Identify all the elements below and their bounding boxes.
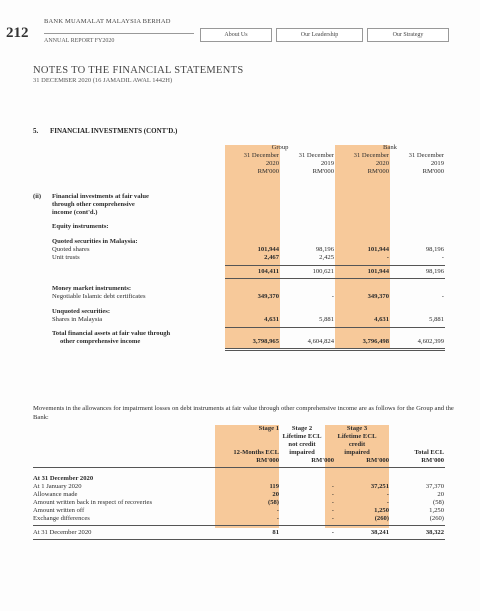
final-label: At 31 December 2020 [33, 529, 92, 536]
cell: 2,467 [264, 254, 279, 261]
cell: - [441, 254, 444, 261]
sub-number: (ii) [33, 193, 42, 200]
stage1-h2: 12-Months ECL [233, 449, 279, 456]
total-rule-top [225, 327, 445, 328]
cell: - [441, 293, 444, 300]
total-label-2: other comprehensive income [60, 338, 141, 345]
page-number: 212 [6, 25, 29, 41]
sub-title-1: Financial investments at fair value [52, 193, 149, 200]
col4-h1: 31 December [408, 152, 444, 159]
cell: - [331, 293, 334, 300]
notes-title: NOTES TO THE FINANCIAL STATEMENTS [33, 65, 244, 76]
total-label-1: Total financial assets at fair value through [52, 330, 171, 337]
sub-title-2: through other comprehensive [52, 201, 135, 208]
stage2-h: Stage 2 [291, 425, 313, 432]
row-label-quoted-shares: Quoted shares [52, 246, 90, 253]
col3-h1: 31 December [353, 152, 389, 159]
rm-h: RM'000 [421, 457, 444, 464]
group-label: Group [271, 144, 289, 151]
cell: - [276, 507, 279, 514]
movement-paragraph: Movements in the allowances for impairment losses on debt instruments at fair value through other comprehensive income are as follows for the Group and the Bank: [33, 405, 454, 421]
nav-about-us[interactable]: About Us [200, 28, 272, 42]
row-label: At 1 January 2020 [33, 483, 82, 490]
col2-h1: 31 December [298, 152, 334, 159]
cell: (58) [433, 499, 444, 506]
cell: 101,944 [257, 246, 279, 253]
quoted-label: Quoted securities in Malaysia: [52, 238, 138, 245]
cell: - [386, 491, 389, 498]
stage2-h: not credit [288, 441, 316, 448]
cell: - [276, 515, 279, 522]
cell: 98,196 [425, 268, 444, 275]
cell: 4,631 [264, 316, 279, 323]
notes-subtitle: 31 DECEMBER 2020 (16 JAMADIL AWAL 1442H) [33, 77, 173, 84]
section-number: 5. [33, 127, 39, 135]
cell: 1,250 [429, 507, 444, 514]
rm-h: RM'000 [256, 457, 279, 464]
section-title: FINANCIAL INVESTMENTS (CONT'D.) [50, 127, 178, 135]
cell: 104,411 [257, 268, 279, 275]
col4-h3: RM'000 [422, 168, 444, 175]
cell: 3,796,498 [362, 338, 389, 345]
table2-final-rule-top [33, 525, 445, 526]
nav-our-leadership[interactable]: Our Leadership [276, 28, 363, 42]
cell: 101,944 [367, 246, 389, 253]
cell: 20 [437, 491, 444, 498]
cell: 119 [269, 483, 279, 490]
cell: 4,604,824 [307, 338, 334, 345]
cell: 38,322 [425, 529, 444, 536]
cell: (260) [374, 515, 389, 522]
row-label-unit-trusts: Unit trusts [52, 254, 80, 261]
rm-h: RM'000 [366, 457, 389, 464]
nav-our-strategy[interactable]: Our Strategy [367, 28, 449, 42]
report-name: ANNUAL REPORT FY2020 [44, 38, 115, 44]
table2-final-rule-bottom [33, 539, 445, 540]
row-label: Exchange differences [33, 515, 90, 522]
total-rule-bottom-2 [225, 350, 445, 351]
stage2-h: impaired [289, 449, 315, 456]
cell: 38,241 [370, 529, 389, 536]
at-label: At 31 December 2020 [33, 475, 94, 482]
subtotal-rule-bottom [225, 278, 445, 279]
stage3-h: impaired [344, 449, 370, 456]
subtotal-rule-top [225, 265, 445, 266]
stage2-h: Lifetime ECL [282, 433, 322, 440]
cell: 349,370 [257, 293, 279, 300]
col1-h3: RM'000 [257, 168, 279, 175]
row-label: Amount written off [33, 507, 85, 514]
stage3-h: Stage 3 [346, 425, 368, 432]
cell: 4,631 [374, 316, 389, 323]
cell: 81 [272, 529, 279, 536]
cell: 1,250 [374, 507, 389, 514]
col4-h2: 2019 [430, 160, 444, 167]
cell: - [331, 507, 334, 514]
cell: - [331, 499, 334, 506]
cell: 98,196 [425, 246, 444, 253]
cell: 2,425 [319, 254, 334, 261]
stage3-h: Lifetime ECL [337, 433, 377, 440]
cell: - [386, 499, 389, 506]
cell: 37,370 [425, 483, 444, 490]
col2-h3: RM'000 [312, 168, 334, 175]
row-label-shares-malaysia: Shares in Malaysia [52, 316, 103, 323]
cell: 3,798,965 [252, 338, 279, 345]
row-label: Allowance made [33, 491, 78, 498]
col1-h1: 31 December [243, 152, 279, 159]
rm-h: RM'000 [311, 457, 334, 464]
row-label-nidc: Negotiable Islamic debt certificates [52, 293, 146, 300]
cell: 5,881 [319, 316, 334, 323]
cell: 5,881 [429, 316, 444, 323]
cell: 101,944 [367, 268, 389, 275]
total-rule-bottom-1 [225, 348, 445, 349]
col3-h2: 2020 [375, 160, 389, 167]
cell: - [331, 483, 334, 490]
bank-name: BANK MUAMALAT MALAYSIA BERHAD [44, 18, 171, 25]
cell: 349,370 [367, 293, 389, 300]
total-ecl-h: Total ECL [414, 449, 444, 456]
table2-head-rule [33, 467, 445, 468]
equity-label: Equity instruments: [52, 223, 109, 230]
row-label: Amount written back in respect of recoveries [33, 499, 153, 506]
stage1-h: Stage 1 [258, 425, 279, 432]
cell: (260) [429, 515, 444, 522]
cell: 4,602,399 [417, 338, 444, 345]
unquoted-label: Unquoted securities: [52, 308, 111, 315]
cell: - [331, 529, 334, 536]
cell: - [386, 254, 389, 261]
cell: - [331, 515, 334, 522]
sub-title-3: income (cont'd.) [52, 209, 98, 216]
cell: 37,251 [370, 483, 389, 490]
stage3-h: credit [348, 441, 366, 448]
cell: 20 [272, 491, 279, 498]
mm-label: Money market instruments: [52, 285, 132, 292]
col1-h2: 2020 [265, 160, 279, 167]
cell: 98,196 [315, 246, 334, 253]
header-rule [44, 33, 194, 34]
cell: 100,621 [312, 268, 334, 275]
cell: - [331, 491, 334, 498]
col3-h3: RM'000 [367, 168, 389, 175]
cell: (58) [268, 499, 279, 506]
col2-h2: 2019 [320, 160, 334, 167]
bank-label: Bank [383, 144, 397, 151]
